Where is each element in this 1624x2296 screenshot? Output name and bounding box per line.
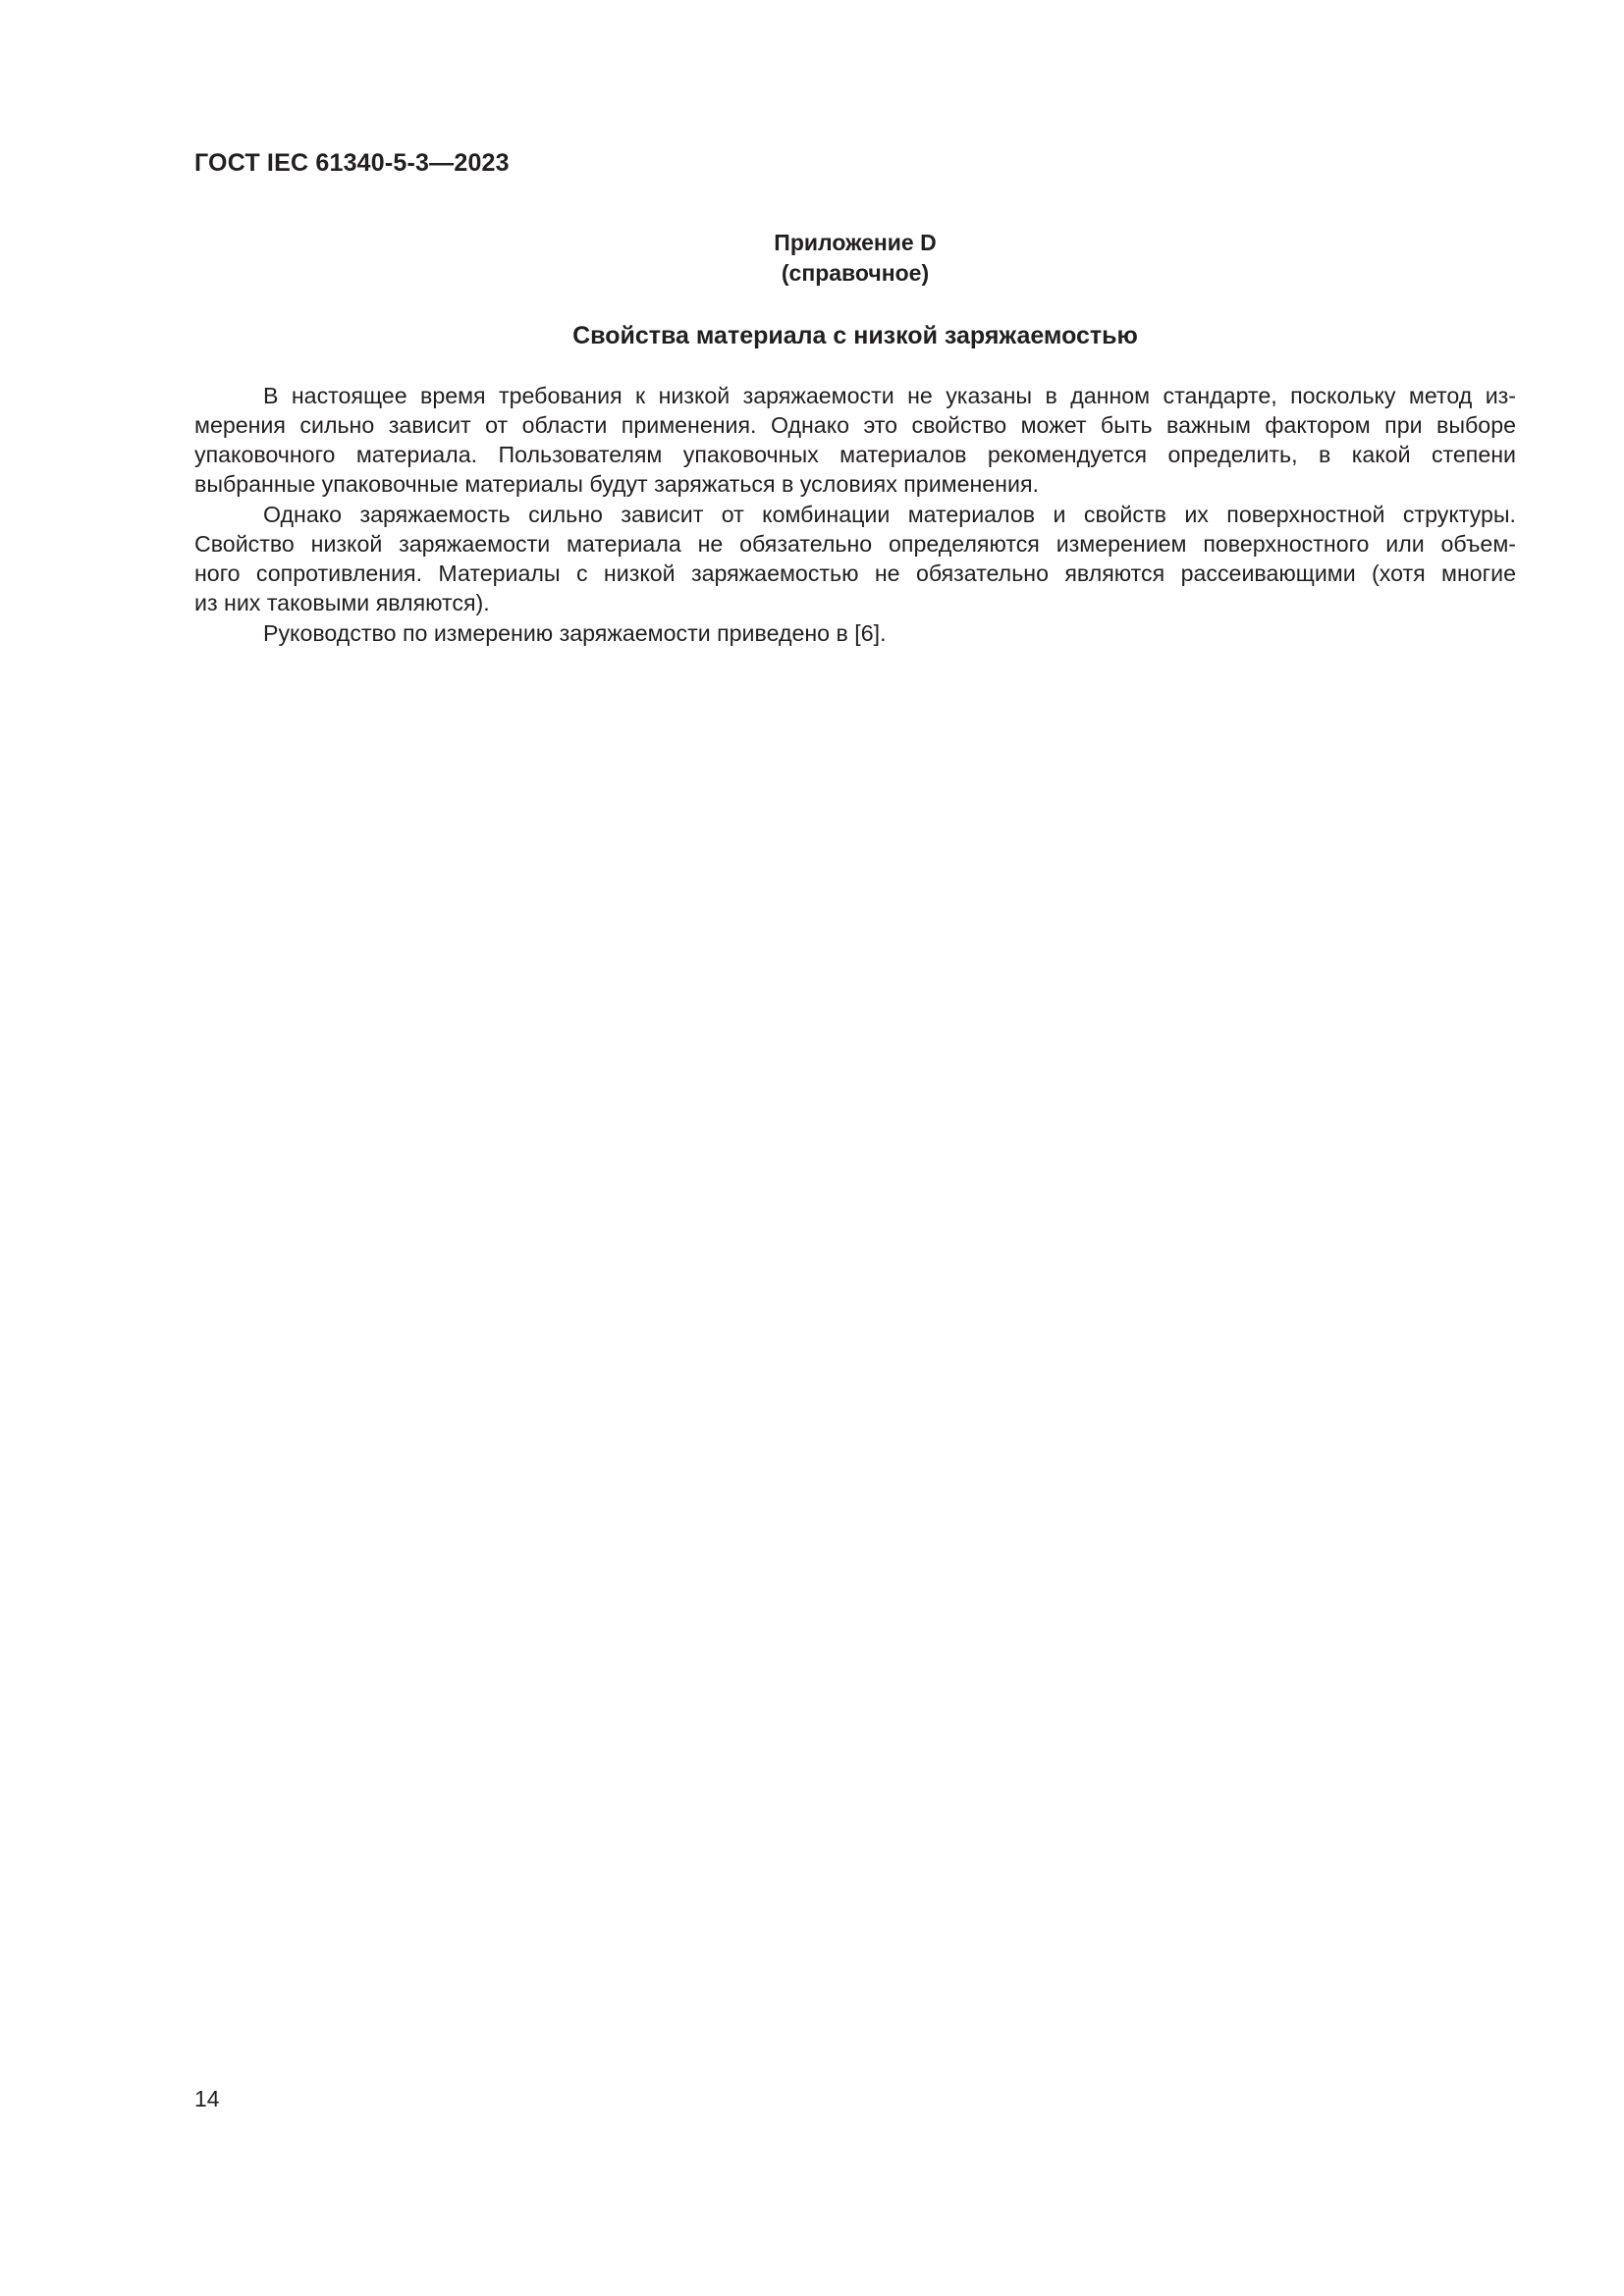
paragraph-2-line-2: Свойство низкой заряжаемости материала не обязательно определяются измерением поверхностного или объем-: [194, 531, 1516, 557]
paragraph-2-line-4: из них таковыми являются).: [194, 590, 490, 615]
annex-type: (справочное): [781, 260, 930, 286]
section-title: Свойства материала с низкой заряжаемостью: [572, 322, 1138, 349]
paragraph-3-line-1: Руководство по измерению заряжаемости приведено в [6].: [263, 620, 887, 646]
paragraph-2-line-3: ного сопротивления. Материалы с низкой заряжаемостью не обязательно являются рассеивающими (хотя многие: [194, 561, 1516, 586]
paragraph-1-line-3: упаковочного материала. Пользователям упаковочных материалов рекомендуется определить, в какой степени: [194, 442, 1516, 467]
paragraph-1-line-4: выбранные упаковочные материалы будут заряжаться в условиях применения.: [194, 471, 1039, 497]
paragraph-1-line-2: мерения сильно зависит от области применения. Однако это свойство может быть важным фактором при выборе: [194, 412, 1516, 438]
page-number: 14: [194, 2086, 220, 2111]
annex-title: Приложение D: [774, 230, 937, 255]
paragraph-1-line-1: В настоящее время требования к низкой заряжаемости не указаны в данном стандарте, поскольку метод из-: [263, 383, 1516, 408]
paragraph-2-line-1: Однако заряжаемость сильно зависит от комбинации материалов и свойств их поверхностной структуры.: [263, 502, 1516, 527]
document-code-header: ГОСТ IEC 61340-5-3—2023: [194, 149, 510, 177]
